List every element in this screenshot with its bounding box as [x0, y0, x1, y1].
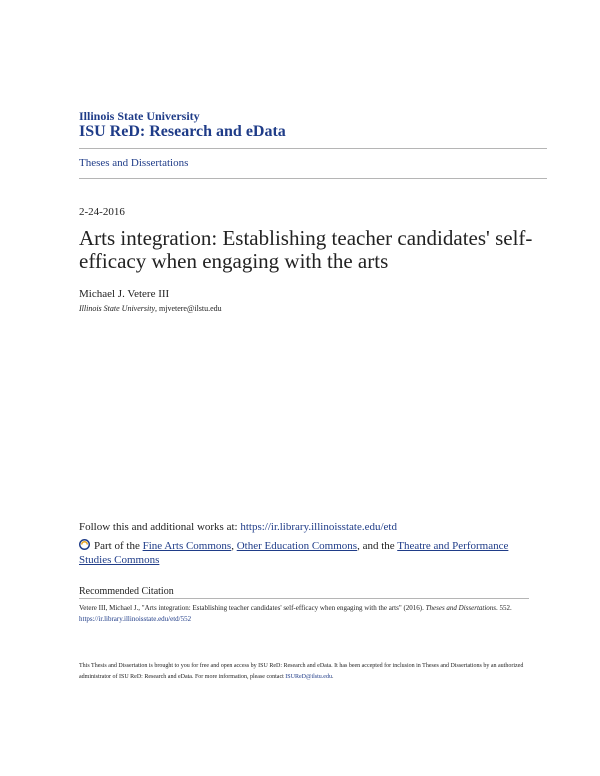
citation-series: Theses and Dissertations [425, 604, 497, 612]
university-name[interactable]: Illinois State University [79, 109, 200, 123]
part-of-prefix: Part of the [94, 540, 140, 552]
citation-divider [79, 598, 529, 599]
publication-date: 2-24-2016 [79, 206, 125, 218]
commons-separator: , [231, 540, 234, 552]
collection-link[interactable]: Theses and Dissertations [79, 157, 189, 169]
theatre-performance-commons-link[interactable]: Theatre and Performance Studies Commons [79, 540, 509, 566]
part-of-line [79, 539, 519, 567]
paper-title: Arts integration: Establishing teacher candidates' self-efficacy when engaging with the arts [79, 226, 533, 273]
follow-line [79, 521, 397, 533]
collection-divider [79, 178, 547, 179]
recommended-citation-heading: Recommended Citation [79, 586, 174, 597]
header-divider [79, 148, 547, 149]
author-name: Michael J. Vetere III [79, 288, 170, 300]
repository-name[interactable]: ISU ReD: Research and eData [79, 123, 286, 140]
citation-number: . 552. [496, 604, 512, 612]
affiliation-separator: , [155, 304, 159, 313]
citation-url-link[interactable]: https://ir.library.illinoisstate.edu/etd/552 [79, 615, 192, 623]
contact-email-link[interactable]: ISUReD@ilstu.edu [285, 674, 332, 680]
citation-text: Vetere III, Michael J., "Arts integration: Establishing teacher candidates' self-efficacy when engaging with the arts" (2016). [79, 604, 424, 612]
citation-block [79, 603, 529, 625]
access-notice [79, 661, 529, 683]
other-education-commons-link[interactable]: Other Education Commons [236, 540, 358, 552]
follow-url-link[interactable]: https://ir.library.illinoisstate.edu/etd [240, 521, 397, 533]
and-the-text: , and the [357, 540, 395, 552]
notice-text: This Thesis and Dissertation is brought to you for free and open access by ISU ReD: Research and eData. It has been accepted for inclusion in Theses and Dissertations by an authorized administrator of ISU ReD: Research and eData. For more information, please contact [79, 663, 524, 680]
notice-end: . [331, 674, 334, 680]
author-email: mjvetere@ilstu.edu [159, 304, 222, 313]
affiliation-name: Illinois State University [79, 304, 155, 313]
fine-arts-commons-link[interactable]: Fine Arts Commons [142, 540, 232, 552]
follow-label: Follow this and additional works at: [79, 521, 238, 533]
open-access-icon [79, 539, 90, 550]
author-affiliation [79, 304, 222, 313]
